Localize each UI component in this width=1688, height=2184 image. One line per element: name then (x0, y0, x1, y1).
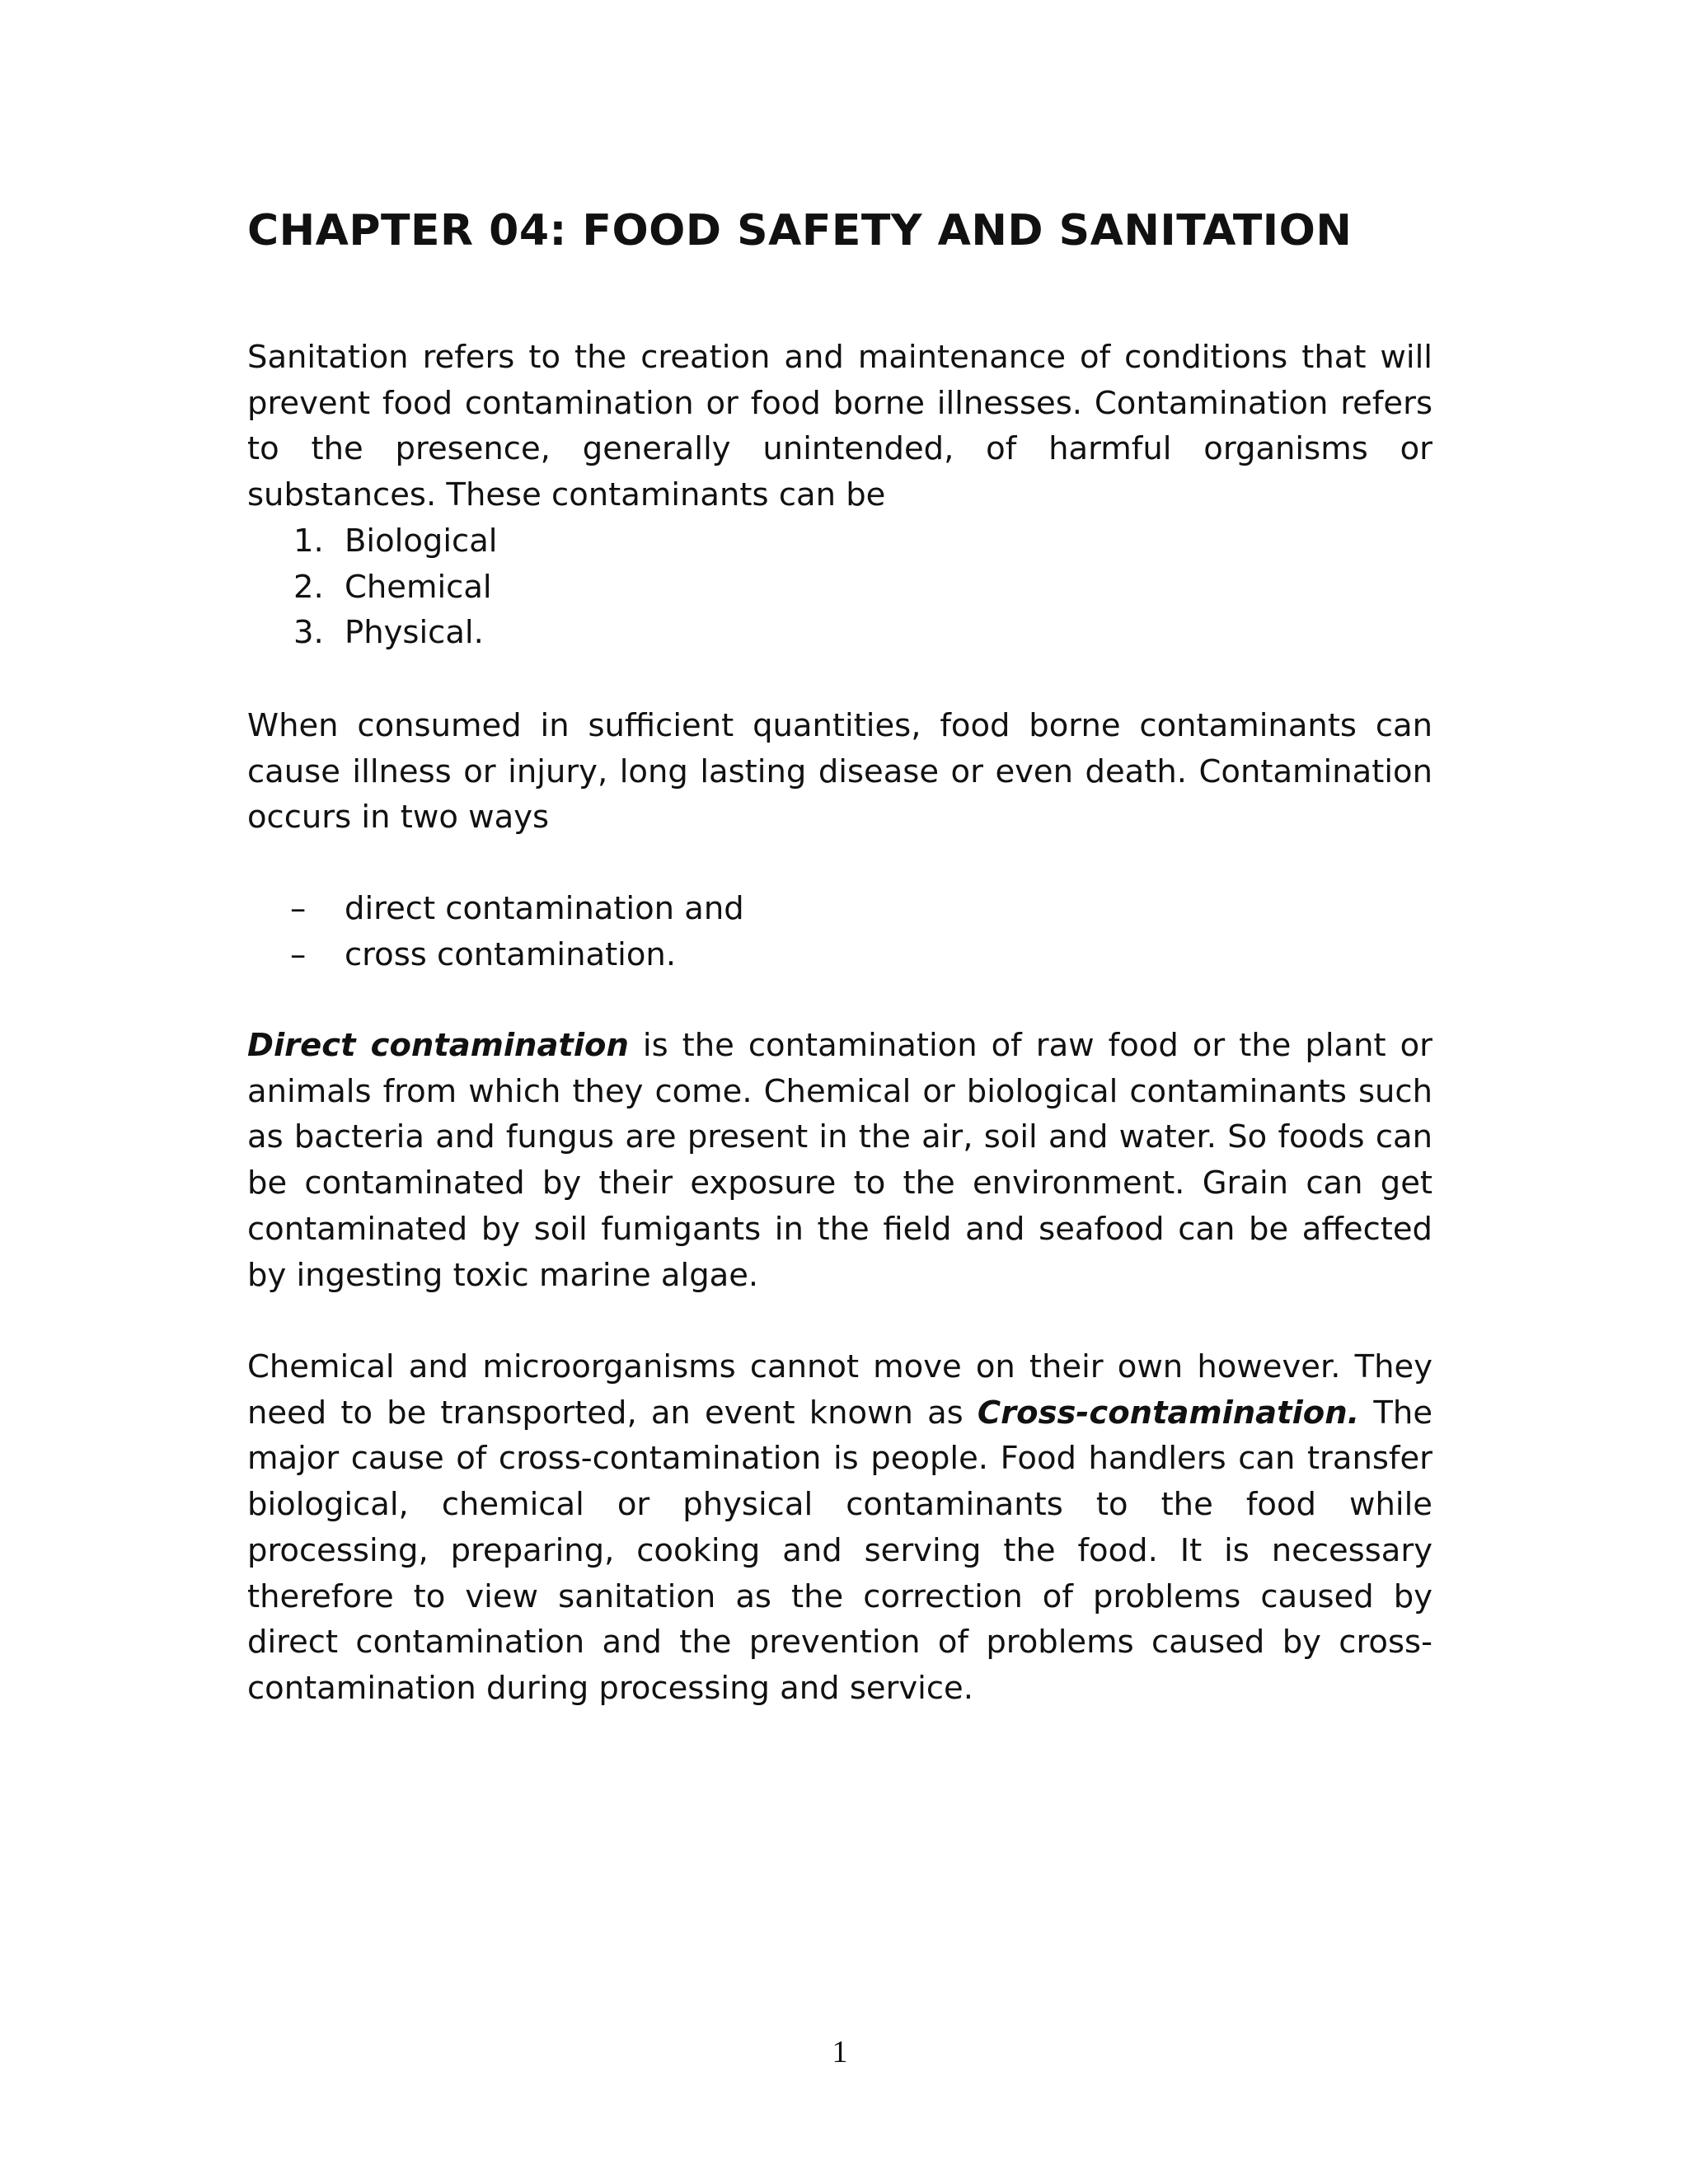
list-number: 3. (293, 614, 324, 652)
chapter-title: CHAPTER 04: FOOD SAFETY AND SANITATION (247, 206, 1353, 255)
list-item (247, 886, 744, 932)
cross-contamination-paragraph (247, 1344, 1432, 1712)
document-page (247, 0, 1432, 2184)
list-item (247, 932, 744, 978)
list-item (247, 565, 498, 611)
contamination-ways-list (247, 886, 744, 977)
list-item-text: Biological (345, 523, 498, 560)
direct-contamination-term: Direct contamination (247, 1027, 629, 1064)
list-item-text: cross contamination. (345, 935, 677, 973)
list-number: 2. (293, 568, 324, 606)
page-number: 1 (832, 2035, 848, 2069)
direct-contamination-text: is the contamination of raw food or the plant or animals from which they come. Chemical or biological contaminants such as bacteria and fungus are present in the air, soil and water. So foods can be contaminated by their exposure to the environment. Grain can get contaminated by soil fumigants in the field and seafood can be affected by ingesting toxic marine algae. (247, 1027, 1432, 1294)
list-item-text: Physical. (345, 614, 484, 652)
effects-paragraph: When consumed in sufficient quantities, food borne contaminants can cause illness or injury, long lasting disease or even death. Contamination occurs in two ways (247, 707, 1432, 837)
direct-contamination-paragraph (247, 1023, 1432, 1298)
list-item (247, 610, 498, 656)
cross-contamination-text-before: Chemical and microorganisms cannot move on their own however. They need to be transported, an event known as (247, 1348, 1432, 1432)
cross-contamination-text-after: The major cause of cross-contamination is people. Food handlers can transfer biological, chemical or physical contaminants to the food while processing, preparing, cooking and serving the food. It is necessary therefore to view sanitation as the correction of problems caused by direct contamination and the prevention of problems caused by cross-contamination during processing and service. (247, 1394, 1433, 1707)
intro-paragraph: Sanitation refers to the creation and maintenance of conditions that will prevent food contamination or food borne illnesses. Contamination refers to the presence, generally unintended, of harmful organisms or substances. These contaminants can be (247, 339, 1432, 514)
contaminant-types-list (247, 518, 498, 656)
cross-contamination-term: Cross-contamination. (977, 1394, 1360, 1432)
dash-bullet: – (290, 935, 307, 973)
list-item-text: direct contamination and (345, 890, 744, 927)
list-number: 1. (293, 523, 324, 560)
list-item-text: Chemical (345, 568, 492, 606)
list-item (247, 518, 498, 565)
dash-bullet: – (290, 890, 307, 927)
